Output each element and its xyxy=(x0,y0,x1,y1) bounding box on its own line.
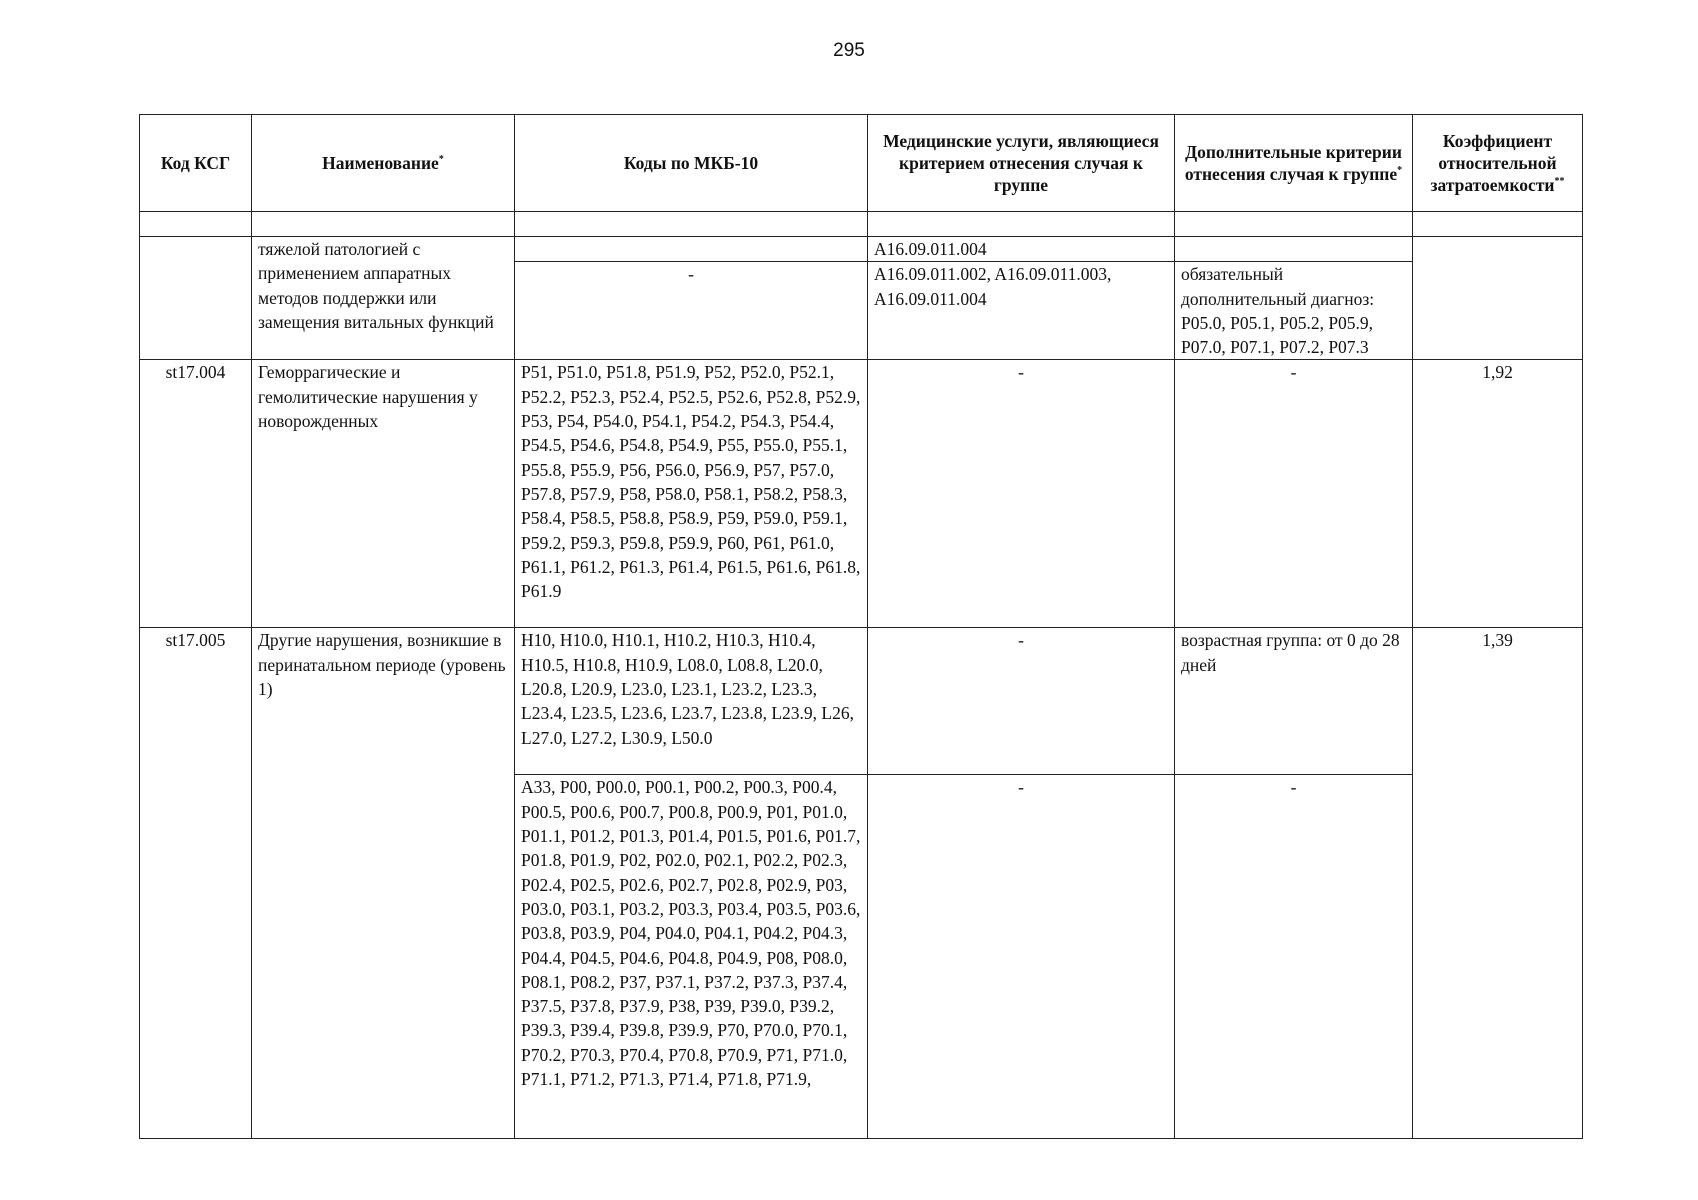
cell-services: - xyxy=(868,775,1175,1139)
cell-code xyxy=(140,237,252,360)
cell-coef: 1,92 xyxy=(1413,360,1583,628)
cell-mkb: - xyxy=(515,262,868,360)
cell-mkb xyxy=(515,237,868,262)
cell-name: Геморрагические и гемолитические нарушения у новорожденных xyxy=(252,360,515,628)
header-mkb: Коды по МКБ-10 xyxy=(515,115,868,212)
table-row xyxy=(140,628,1583,775)
cell-code: st17.004 xyxy=(140,360,252,628)
cell-mkb: A33, P00, P00.0, P00.1, P00.2, P00.3, P00.4, P00.5, P00.6, P00.7, P00.8, P00.9, P01, P01.0, P01.1, P01.2, P01.3, P01.4, P01.5, P01.6, P01.7, P01.8, P01.9, P02, P02.0, P02.1, P02.2, P02.3, P02.4, P02.5, P02.6, P02.7, P02.8, P02.9, P03, P03.0, P03.1, P03.2, P03.3, P03.4, P03.5, P03.6, P03.8, P03.9, P04, P04.0, P04.1, P04.2, P04.3, P04.4, P04.5, P04.6, P04.8, P04.9, P08, P08.0, P08.1, P08.2, P37, P37.1, P37.2, P37.3, P37.4, P37.5, P37.8, P37.9, P38, P39, P39.0, P39.2, P39.3, P39.4, P39.8, P39.9, P70, P70.0, P70.1, P70.2, P70.3, P70.4, P70.8, P70.9, P71, P71.0, P71.1, P71.2, P71.3, P71.4, P71.8, P71.9, xyxy=(515,775,868,1139)
header-services: Медицинские услуги, являющиеся критерием отнесения случая к группе xyxy=(868,115,1175,212)
cell-extra: обязательный дополнительный диагноз: P05.0, P05.1, P05.2, P05.9, P07.0, P07.1, P07.2, P07.3 xyxy=(1175,262,1413,360)
header-extra: Дополнительные критерии отнесения случая к группе* xyxy=(1175,115,1413,212)
cell-extra: возрастная группа: от 0 до 28 дней xyxy=(1175,628,1413,775)
cell-coef xyxy=(1413,237,1583,360)
cell-extra: - xyxy=(1175,360,1413,628)
cell-services: A16.09.011.002, A16.09.011.003, A16.09.011.004 xyxy=(868,262,1175,360)
header-code: Код КСГ xyxy=(140,115,252,212)
cell-services: - xyxy=(868,628,1175,775)
cell-services: A16.09.011.004 xyxy=(868,237,1175,262)
cell-coef: 1,39 xyxy=(1413,628,1583,1139)
header-name: Наименование* xyxy=(252,115,515,212)
cell-mkb: P51, P51.0, P51.8, P51.9, P52, P52.0, P52.1, P52.2, P52.3, P52.4, P52.5, P52.6, P52.8, P52.9, P53, P54, P54.0, P54.1, P54.2, P54.3, P54.4, P54.5, P54.6, P54.8, P54.9, P55, P55.0, P55.1, P55.8, P55.9, P56, P56.0, P56.9, P57, P57.0, P57.8, P57.9, P58, P58.0, P58.1, P58.2, P58.3, P58.4, P58.5, P58.8, P58.9, P59, P59.0, P59.1, P59.2, P59.3, P59.8, P59.9, P60, P61, P61.0, P61.1, P61.2, P61.3, P61.4, P61.5, P61.6, P61.8, P61.9 xyxy=(515,360,868,628)
cell-services: - xyxy=(868,360,1175,628)
cell-extra: - xyxy=(1175,775,1413,1139)
spacer-row xyxy=(140,212,1583,237)
cell-code: st17.005 xyxy=(140,628,252,1139)
ksg-table xyxy=(139,114,1583,1139)
table-row xyxy=(140,360,1583,628)
page-number: 295 xyxy=(833,40,865,61)
cell-name: тяжелой патологией с применением аппаратных методов поддержки или замещения витальных функций xyxy=(252,237,515,360)
header-coef: Коэффициент относительной затратоемкости** xyxy=(1413,115,1583,212)
cell-mkb: H10, H10.0, H10.1, H10.2, H10.3, H10.4, H10.5, H10.8, H10.9, L08.0, L08.8, L20.0, L20.8, L20.9, L23.0, L23.1, L23.2, L23.3, L23.4, L23.5, L23.6, L23.7, L23.8, L23.9, L26, L27.0, L27.2, L30.9, L50.0 xyxy=(515,628,868,775)
table-header-row xyxy=(140,115,1583,212)
cell-extra xyxy=(1175,237,1413,262)
cell-name: Другие нарушения, возникшие в перинатальном периоде (уровень 1) xyxy=(252,628,515,1139)
table-row xyxy=(140,237,1583,262)
